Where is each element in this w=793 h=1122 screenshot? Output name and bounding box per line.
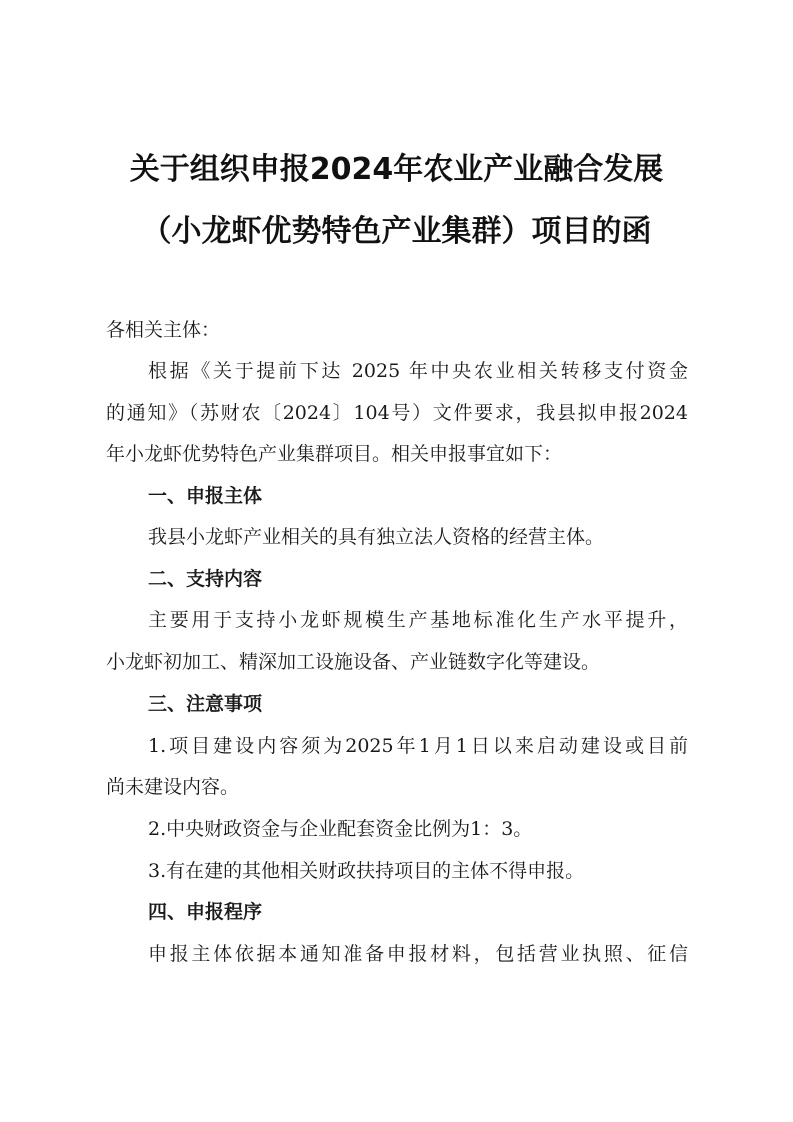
section-3-line-3: 2.中央财政资金与企业配套资金比例为1：3。 <box>148 818 533 840</box>
section-3-line-4: 3.有在建的其他相关财政扶持项目的主体不得申报。 <box>148 860 585 882</box>
section-heading-3: 三、注意事项 <box>148 693 263 715</box>
intro-line-3: 年小龙虾优势特色产业集群项目。相关申报事宜如下： <box>106 443 563 465</box>
salutation: 各相关主体： <box>106 319 221 341</box>
section-2-line-1: 主要用于支持小龙虾规模生产基地标准化生产水平提升， <box>148 609 688 631</box>
intro-line-2: 的通知》（苏财农〔2024〕104号）文件要求，我县拟申报2024 <box>106 402 688 424</box>
section-3-line-1: 1.项目建设内容须为2025年1月1日以来启动建设或目前 <box>148 735 688 757</box>
document-title-line-1: 关于组织申报2024年农业产业融合发展 <box>129 152 664 187</box>
intro-line-1: 根据《关于提前下达 2025 年中央农业相关转移支付资金 <box>148 360 688 382</box>
document-title-line-2: （小龙虾优势特色产业集群）项目的函 <box>141 214 652 249</box>
section-heading-1: 一、申报主体 <box>148 485 263 507</box>
section-4-line-1: 申报主体依据本通知准备申报材料，包括营业执照、征信 <box>148 943 688 965</box>
section-3-line-2: 尚未建设内容。 <box>106 776 240 798</box>
section-heading-4: 四、申报程序 <box>148 901 263 923</box>
section-heading-2: 二、支持内容 <box>148 568 263 590</box>
section-2-line-2: 小龙虾初加工、精深加工设施设备、产业链数字化等建设。 <box>106 651 601 673</box>
section-1-line-1: 我县小龙虾产业相关的具有独立法人资格的经营主体。 <box>148 526 605 548</box>
